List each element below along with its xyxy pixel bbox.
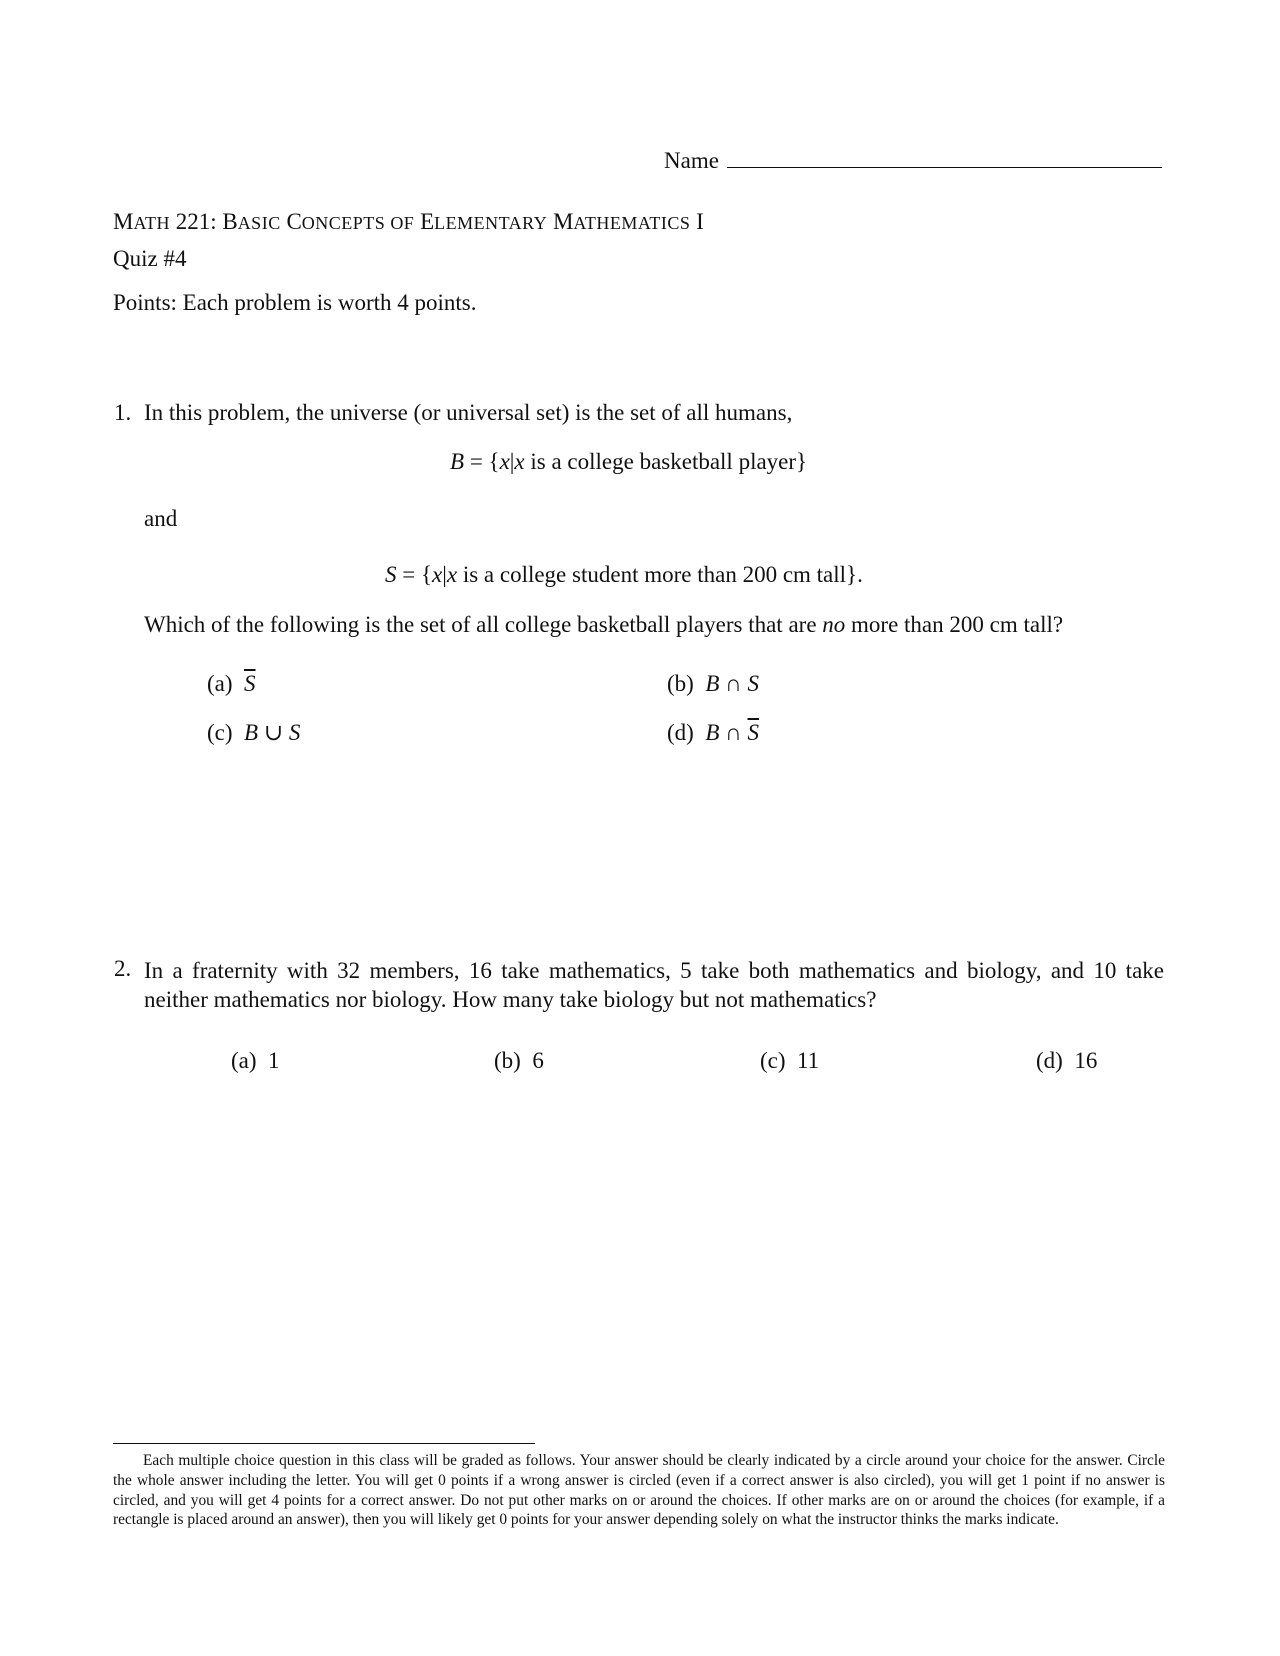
name-label: Name	[664, 148, 719, 173]
problem-1-number: 1.	[114, 400, 132, 425]
grading-footnote: Each multiple choice question in this class will be graded as follows. Your answer should be clearly indicated by a circle around your choice for the answer. Circle the whole answer including the letter. You will get 0 points if a wrong answer is circled (even if a correct answer is also circled), you will get 1 point if no answer is circled, and you will get 4 points for a correct answer. Do not put other marks on or around the choices. If other marks are on or around the choices (for example, if a rectangle is placed around an answer), then you will likely get 0 points for your answer depending solely on what the instructor thinks the marks indicate.	[113, 1452, 1165, 1529]
choice-operator: ∩	[719, 671, 748, 696]
points-info: Points: Each problem is worth 4 points.	[113, 290, 477, 315]
title-part: OF	[385, 213, 415, 233]
title-part: LEMENTARY	[434, 213, 548, 233]
conjunction-and: and	[144, 506, 178, 531]
set-s-definition	[385, 562, 863, 588]
problem-1-choice-d[interactable]	[667, 720, 759, 746]
problem-2-choice-d[interactable]	[1036, 1048, 1097, 1074]
set-b-var: x	[499, 449, 510, 474]
choice-label: (b)	[667, 671, 694, 696]
set-s-symbol: S	[385, 562, 397, 587]
choice-value: 6	[532, 1048, 544, 1073]
choice-value: 11	[797, 1048, 820, 1073]
question-text: more than 200 cm tall?	[845, 612, 1064, 637]
choice-expression: S	[288, 720, 301, 745]
question-text: Which of the following is the set of all college basketball players that are	[144, 612, 823, 637]
title-part: M	[547, 209, 574, 234]
set-b-bar: |	[509, 449, 515, 474]
set-b-definition	[450, 449, 807, 475]
set-b-symbol: B	[450, 449, 465, 474]
choice-expression: B	[244, 720, 259, 745]
choice-expression: B	[705, 671, 720, 696]
choice-operator: ∪	[258, 720, 289, 745]
set-b-rest: is a college basketball player}	[524, 449, 808, 474]
title-part: I	[690, 209, 704, 234]
problem-2-choice-b[interactable]	[494, 1048, 544, 1074]
choice-expression: $\overline{S}$	[244, 671, 256, 696]
title-part: ATH	[133, 213, 170, 233]
problem-1-choice-a[interactable]	[207, 671, 256, 697]
name-blank-line	[727, 167, 1162, 168]
footnote-rule	[113, 1443, 535, 1444]
name-field	[664, 148, 1162, 174]
choice-label: (a)	[207, 671, 233, 696]
title-part: M	[113, 209, 134, 234]
problem-2-number: 2.	[114, 956, 132, 981]
title-part: ASIC	[237, 213, 281, 233]
problem-2-text: In a fraternity with 32 members, 16 take mathematics, 5 take both mathematics and biology, and 10 take neither mathematics nor biology. How many take biology but not mathematics?	[144, 958, 1164, 1012]
quiz-number: Quiz #4	[113, 246, 187, 271]
set-s-rest: is a college student more than 200 cm tall}.	[457, 562, 863, 587]
title-part: ATHEMATICS	[573, 213, 691, 233]
set-s-var: x	[446, 562, 458, 587]
problem-1-intro: In this problem, the universe (or universal set) is the set of all humans,	[144, 400, 793, 425]
problem-1-question	[144, 612, 1063, 638]
title-part: 221:	[169, 209, 223, 234]
choice-value: 16	[1074, 1048, 1098, 1073]
title-part: E	[414, 209, 435, 234]
title-part: ONCEPTS	[301, 213, 386, 233]
choice-label: (c)	[760, 1048, 786, 1073]
question-emphasis: no	[822, 612, 846, 637]
choice-label: (d)	[667, 720, 694, 745]
choice-operator: ∩	[719, 720, 748, 745]
set-b-var: x	[514, 449, 525, 474]
course-title	[113, 209, 704, 235]
set-s-eq: = {	[396, 562, 433, 587]
set-s-var: x	[432, 562, 443, 587]
choice-expression: $\overline{S}$	[747, 720, 760, 745]
problem-2-choice-a[interactable]	[231, 1048, 280, 1074]
choice-label: (b)	[494, 1048, 521, 1073]
problem-1-choice-b[interactable]	[667, 671, 759, 697]
problem-1-choice-c[interactable]	[207, 720, 300, 746]
choice-value: 1	[268, 1048, 280, 1073]
title-part: C	[280, 209, 302, 234]
choice-label: (c)	[207, 720, 233, 745]
choice-label: (d)	[1036, 1048, 1063, 1073]
title-part: B	[222, 209, 238, 234]
choice-expression: B	[705, 720, 720, 745]
choice-label: (a)	[231, 1048, 257, 1073]
set-s-bar: |	[442, 562, 447, 587]
problem-2-choice-c[interactable]	[760, 1048, 819, 1074]
choice-expression: S	[747, 671, 760, 696]
set-b-eq: = {	[464, 449, 500, 474]
